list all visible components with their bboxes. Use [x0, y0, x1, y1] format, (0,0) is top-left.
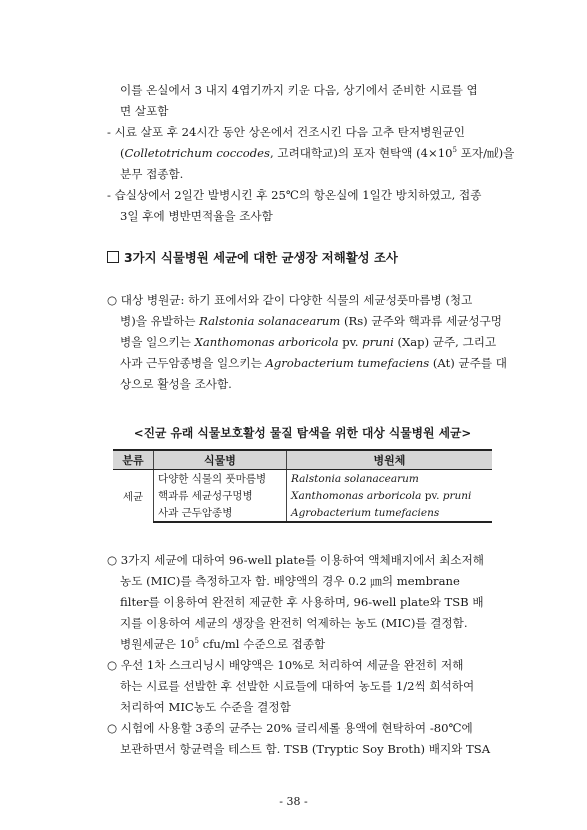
table-category-cell: 세균: [113, 470, 154, 523]
checkbox-square-icon: [107, 251, 119, 263]
species-name: pruni: [362, 335, 394, 349]
body-text-line: 이를 온실에서 3 내지 4엽기까지 키운 다음, 상기에서 준비한 시료를 엽: [120, 83, 478, 97]
table-row: [113, 470, 492, 488]
table-row: [113, 504, 492, 522]
table-disease-cell: 사과 근두암종병: [154, 504, 287, 522]
body-text-line: filter를 이용하여 완전히 제균한 후 사용하며, 96-well plate와 TSB 배: [120, 595, 484, 609]
body-text-line: ○ 3가지 세균에 대하여 96-well plate를 이용하여 액체배지에서 최소저해: [107, 553, 484, 567]
species-name: pruni: [442, 489, 472, 502]
table-pathogen-cell: [287, 504, 493, 522]
body-text-line: ○ 우선 1차 스크리닝시 배양액은 10%로 처리하여 세균을 완전히 저해: [107, 658, 464, 672]
body-text-line: - 시료 살포 후 24시간 동안 상온에서 건조시킨 다음 고추 탄저병원균인: [107, 125, 465, 139]
text-span: pv.: [421, 489, 443, 502]
species-name: Xanthomonas arboricola: [291, 489, 422, 502]
body-text-line: ○ 시험에 사용할 3종의 균주는 20% 글리세롤 용액에 현탁하여 -80℃에: [107, 721, 473, 735]
body-text-line: [120, 335, 496, 349]
body-text-line: [120, 314, 502, 328]
species-name: Agrobacterium tumefaciens: [265, 356, 430, 370]
body-text-line: 분무 접종함.: [120, 167, 184, 181]
body-text-line: - 습실상에서 2일간 발병시킨 후 25℃의 항온실에 1일간 방치하였고, 접종: [107, 188, 482, 202]
text-span: 사과 근두암종병을 일으키는: [120, 356, 266, 370]
table-row: [113, 487, 492, 504]
text-span: 병원세균은 10: [120, 637, 195, 651]
superscript: 5: [452, 146, 457, 155]
body-text-line: [120, 146, 514, 160]
text-span: cfu/ml 수준으로 접종함: [198, 637, 326, 651]
body-text-line: 농도 (MIC)를 측정하고자 함. 배양액의 경우 0.2 ㎛의 membrane: [120, 574, 460, 588]
body-text-line: [120, 637, 325, 651]
species-name: Xanthomonas arboricola: [194, 335, 339, 349]
body-text-line: 면 살포함: [120, 104, 169, 118]
body-text-line: 하는 시료를 선발한 후 선발한 시료들에 대하여 농도를 1/2씩 희석하여: [120, 679, 475, 693]
body-text-line: 처리하여 MIC농도 수준을 결정함: [120, 700, 291, 714]
table-disease-cell: 핵과류 세균성구멍병: [154, 487, 287, 504]
text-span: (Rs) 균주와 핵과류 세균성구멍: [340, 314, 502, 328]
text-span: (Xap) 균주, 그리고: [393, 335, 497, 349]
table-disease-cell: 다양한 식물의 풋마름병: [154, 470, 287, 488]
body-text-line: 상으로 활성을 조사함.: [120, 377, 232, 391]
superscript: 5: [194, 637, 199, 646]
text-span: , 고려대학교)의 포자 현탁액 (4×10: [270, 146, 453, 160]
text-span: (: [120, 146, 125, 160]
text-span: 포자/㎖)을: [456, 146, 515, 160]
species-name: Ralstonia solanacearum: [291, 472, 419, 485]
pathogen-table: [113, 449, 492, 523]
text-span: 병)을 유발하는: [120, 314, 200, 328]
species-name: Agrobacterium tumefaciens: [291, 506, 440, 519]
body-text-line: [120, 356, 507, 370]
table-pathogen-cell: [287, 470, 493, 488]
species-name: Ralstonia solanacearum: [199, 314, 341, 328]
text-span: pv.: [338, 335, 363, 349]
table-header-cell: 분류: [113, 450, 154, 470]
table-header-row: [113, 450, 492, 470]
section-heading: [107, 251, 398, 265]
body-text-line: 지를 이용하여 세균의 생장을 완전히 억제하는 농도 (MIC)를 결정함.: [120, 616, 468, 630]
table-caption: <진균 유래 식물보호활성 물질 탐색을 위한 대상 식물병원 세균>: [133, 426, 472, 440]
body-text-line: 3일 후에 병반면적율을 조사함: [120, 209, 273, 223]
species-name: Colletotrichum coccodes: [124, 146, 270, 160]
text-span: (At) 균주를 대: [429, 356, 507, 370]
table-header-cell: 식물병: [154, 450, 287, 470]
table-header-cell: 병원체: [287, 450, 493, 470]
page-number: - 38 -: [279, 795, 308, 808]
text-span: 병을 일으키는: [120, 335, 195, 349]
body-text-line: ○ 대상 병원균: 하기 표에서와 같이 다양한 식물의 세균성풋마름병 (청고: [107, 293, 473, 307]
table-pathogen-cell: [287, 487, 493, 504]
section-heading-text: 3가지 식물병원 세균에 대한 균생장 저해활성 조사: [124, 250, 398, 265]
body-text-line: 보관하면서 항균력을 테스트 함. TSB (Tryptic Soy Broth) 배지와 TSA: [120, 742, 491, 756]
